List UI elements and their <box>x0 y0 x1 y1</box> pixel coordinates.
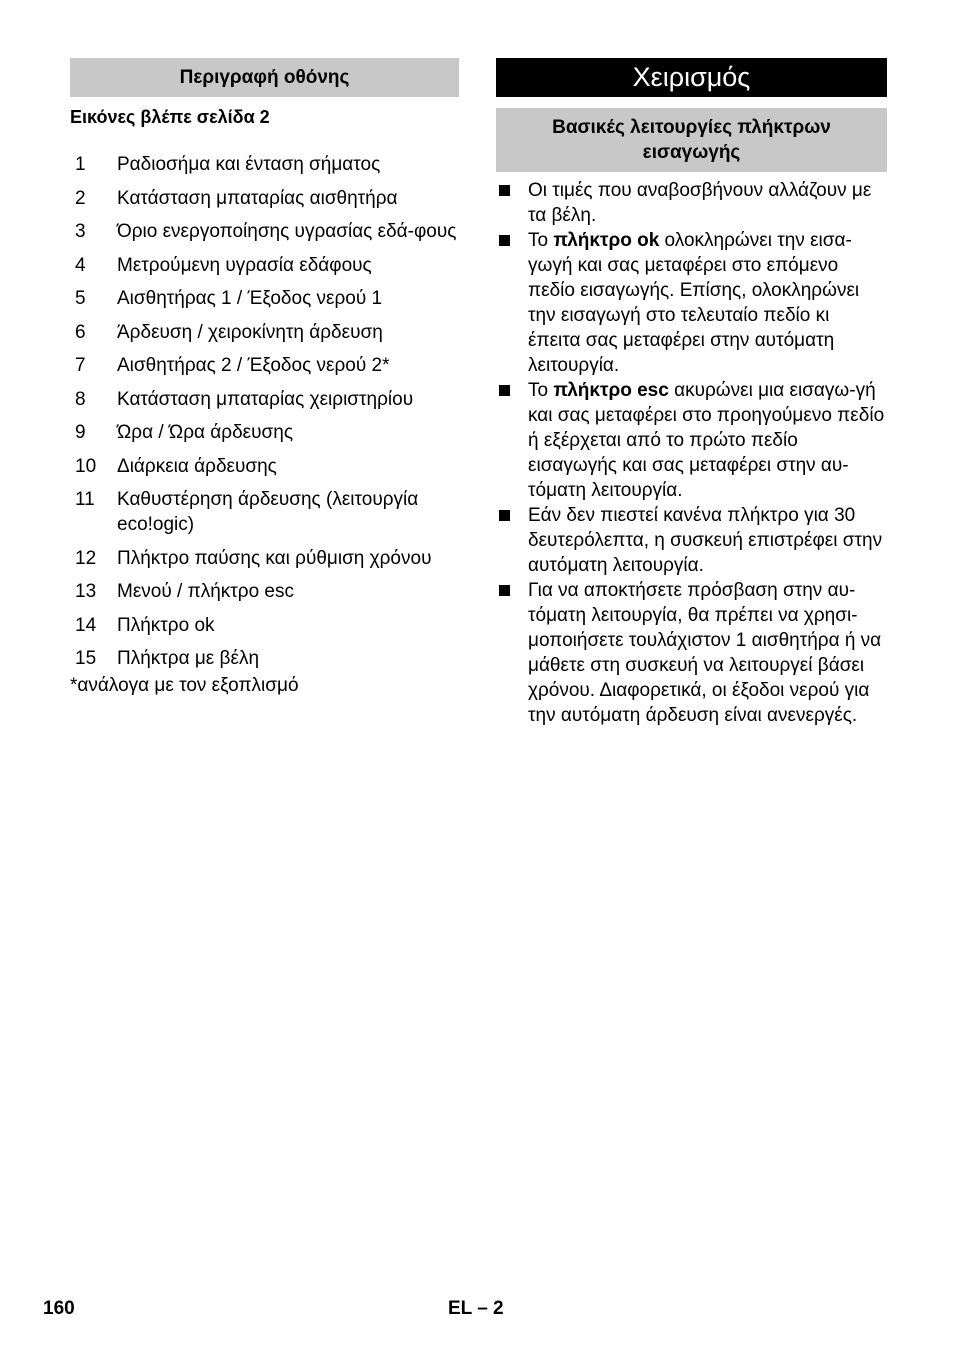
item-text: Καθυστέρηση άρδευσης (λειτουργία eco!ogic) <box>117 489 419 535</box>
language-page-label: EL – 2 <box>448 1298 504 1319</box>
bullet-text: Για να αποκτήσετε πρόσβαση στην αυ-τόματη λειτουργία, θα πρέπει να χρησι-μοποιήσετε τουλάχιστον 1 αισθητήρα ή να μάθετε στη συσκευή να λειτουργεί βάσει χρόνου. Διαφορετικά, οι έξοδοι νερού για την αυτόματη άρδευση είναι ανενεργές. <box>528 580 882 726</box>
display-legend-list <box>70 152 459 671</box>
item-text: Ώρα / Ώρα άρδευσης <box>117 422 293 443</box>
list-item <box>70 613 459 638</box>
item-text: Μετρούμενη υγρασία εδάφους <box>117 254 372 276</box>
item-number: 14 <box>75 614 97 636</box>
list-item <box>70 253 459 278</box>
equipment-footnote: *ανάλογα με τον εξοπλισμό <box>70 674 299 696</box>
item-text: Πλήκτρο ok <box>117 614 215 636</box>
list-item <box>70 286 459 311</box>
item-text: Διάρκεια άρδευσης <box>117 455 277 477</box>
list-item <box>70 387 459 412</box>
item-number: 6 <box>75 321 86 343</box>
item-number: 2 <box>75 187 86 209</box>
item-number: 9 <box>75 422 86 443</box>
bullet-item <box>496 378 887 503</box>
item-number: 10 <box>75 455 97 477</box>
bullet-text: Οι τιμές που αναβοσβήνουν αλλάζουν με τα βέλη. <box>528 180 872 226</box>
item-text: Κατάσταση μπαταρίας αισθητήρα <box>117 187 398 209</box>
square-bullet-icon <box>496 503 528 578</box>
page-number: 160 <box>43 1298 75 1319</box>
square-bullet-icon <box>496 228 528 378</box>
chapter-title-operation: Χειρισμός <box>496 58 887 97</box>
square-bullet-icon <box>496 378 528 503</box>
item-text: Πλήκτρα με βέλη <box>117 648 260 669</box>
item-number: 1 <box>75 154 86 175</box>
bullet-list <box>496 178 887 728</box>
item-number: 5 <box>75 288 86 309</box>
item-number: 11 <box>75 489 95 510</box>
item-text: Αισθητήρας 2 / Έξοδος νερού 2* <box>117 355 390 376</box>
left-column <box>70 58 459 698</box>
list-item <box>70 186 459 211</box>
section-title-display-description: Περιγραφή οθόνης <box>70 58 459 97</box>
item-number: 13 <box>75 581 97 602</box>
list-item <box>70 579 459 604</box>
item-number: 8 <box>75 388 86 410</box>
item-number: 12 <box>75 547 97 569</box>
item-text: Μενού / πλήκτρο esc <box>117 581 294 602</box>
item-number: 7 <box>75 355 86 376</box>
bullet-item <box>496 178 887 228</box>
item-number: 3 <box>75 221 86 242</box>
bullet-text: Εάν δεν πιεστεί κανένα πλήκτρο για 30 δευτερόλεπτα, η συσκευή επιστρέφει στην αυτόματη λειτουργία. <box>528 505 883 576</box>
list-item <box>70 487 459 537</box>
item-number: 15 <box>75 648 97 669</box>
item-text: Κατάσταση μπαταρίας χειριστηρίου <box>117 388 414 410</box>
bullet-item <box>496 503 887 578</box>
list-item <box>70 320 459 345</box>
item-text: Ραδιοσήμα και ένταση σήματος <box>117 154 381 175</box>
bullet-item <box>496 228 887 378</box>
item-text: Αισθητήρας 1 / Έξοδος νερού 1 <box>117 288 383 309</box>
list-item <box>70 646 459 671</box>
item-text: Άρδευση / χειροκίνητη άρδευση <box>117 321 383 343</box>
item-text: Όριο ενεργοποίησης υγρασίας εδά-φους <box>117 221 457 242</box>
item-number: 4 <box>75 254 86 276</box>
bullet-text: Το πλήκτρο esc ακυρώνει μια εισαγω-γή και σας μεταφέρει στο προηγούμενο πεδίο ή εξέρχεται από το πρώτο πεδίο εισαγωγής και σας μεταφέρει στην αυ-τόματη λειτουργία. <box>528 380 885 501</box>
item-text: Πλήκτρο παύσης και ρύθμιση χρόνου <box>117 547 432 569</box>
right-column <box>496 58 887 728</box>
list-item <box>70 546 459 571</box>
square-bullet-icon <box>496 178 528 228</box>
list-item <box>70 420 459 445</box>
subsection-title-input-keys: Βασικές λειτουργίες πλήκτρων εισαγωγής <box>496 108 887 172</box>
bullet-item <box>496 578 887 728</box>
list-item <box>70 454 459 479</box>
list-item <box>70 219 459 244</box>
list-item <box>70 152 459 177</box>
list-item <box>70 353 459 378</box>
bullet-text: Το πλήκτρο ok ολοκληρώνει την εισα-γωγή και σας μεταφέρει στο επόμενο πεδίο εισαγωγής. Επίσης, ολοκληρώνει την εισαγωγή στο τελευταίο πεδίο κι έπειτα σας μεταφέρει στην αυτόματη λειτουργία. <box>528 230 860 376</box>
square-bullet-icon <box>496 578 528 728</box>
figures-reference: Εικόνες βλέπε σελίδα 2 <box>70 107 270 127</box>
